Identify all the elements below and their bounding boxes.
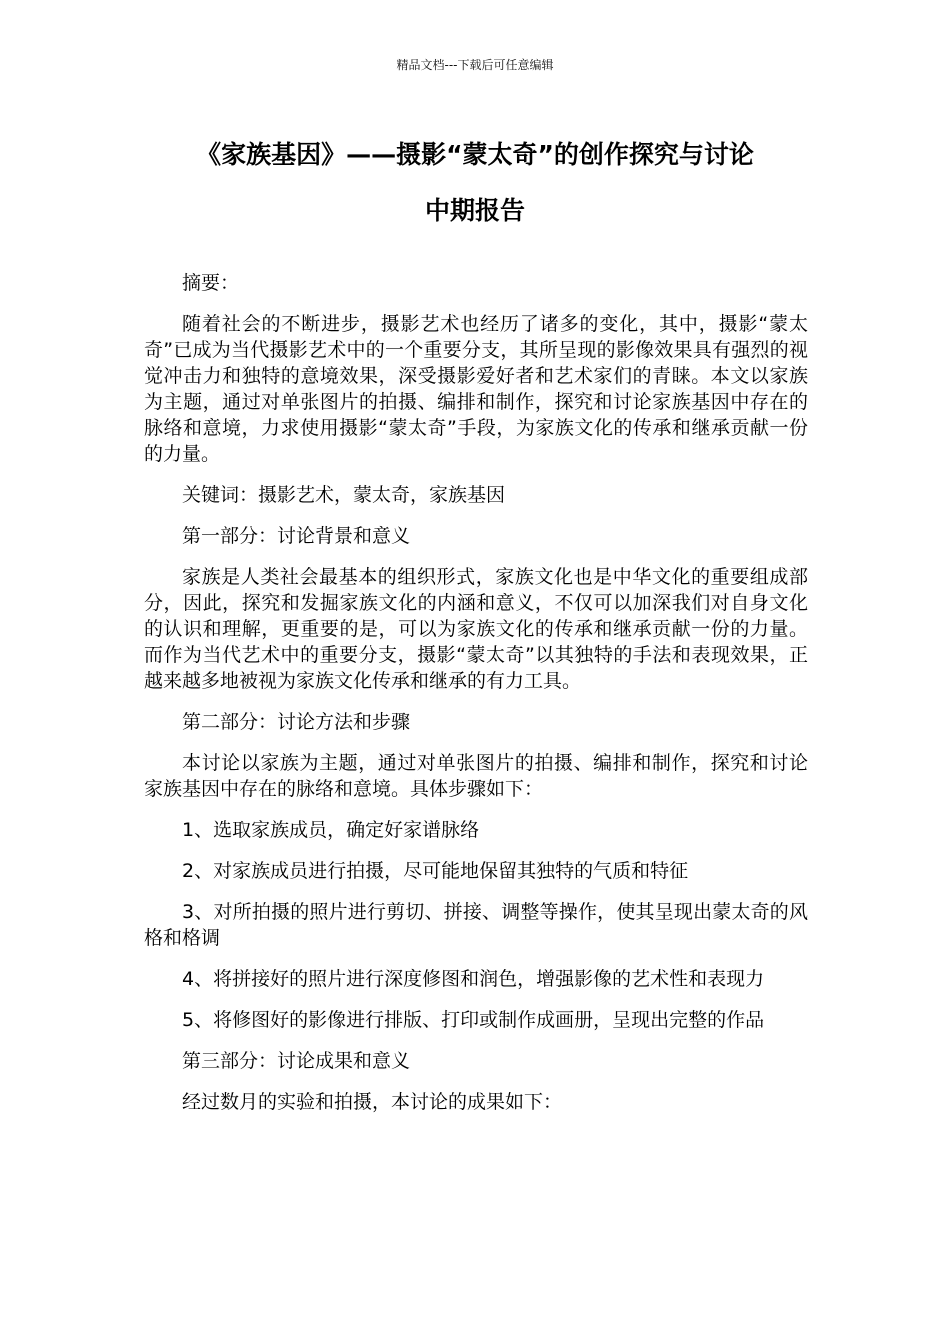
step-item-3: 3、对所拍摄的照片进行剪切、拼接、调整等操作，使其呈现出蒙太奇的风格和格调	[144, 901, 808, 949]
section-1-paragraph: 家族是人类社会最基本的组织形式，家族文化也是中华文化的重要组成部分，因此，探究和发掘家族文化的内涵和意义，不仅可以加深我们对自身文化的认识和理解，更重要的是，可以为家族文化的传承和继承贡献一份的力量。而作为当代艺术中的重要分支，摄影“蒙太奇”以其独特的手法和表现效果，正越来越多地被视为家族文化传承和继承的有力工具。	[144, 566, 808, 692]
section-heading-1: 第一部分：讨论背景和意义	[182, 525, 411, 547]
section-3-paragraph: 经过数月的实验和拍摄，本讨论的成果如下：	[182, 1091, 563, 1113]
keywords-line: 关键词：摄影艺术，蒙太奇，家族基因	[182, 484, 506, 506]
section-heading-2: 第二部分：讨论方法和步骤	[182, 711, 411, 733]
document-title-line-1: 《家族基因》——摄影“蒙太奇”的创作探究与讨论	[196, 140, 754, 169]
section-2-paragraph: 本讨论以家族为主题，通过对单张图片的拍摄、编排和制作，探究和讨论家族基因中存在的脉络和意境。具体步骤如下：	[144, 752, 808, 800]
header-note: 精品文档---下载后可任意编辑	[396, 58, 554, 72]
step-item-5: 5、将修图好的影像进行排版、打印或制作成画册，呈现出完整的作品	[182, 1009, 765, 1031]
abstract-paragraph: 随着社会的不断进步，摄影艺术也经历了诸多的变化，其中，摄影“蒙太奇”已成为当代摄影艺术中的一个重要分支，其所呈现的影像效果具有强烈的视觉冲击力和独特的意境效果，深受摄影爱好者和艺术家们的青睐。本文以家族为主题，通过对单张图片的拍摄、编排和制作，探究和讨论家族基因中存在的脉络和意境，力求使用摄影“蒙太奇”手段，为家族文化的传承和继承贡献一份的力量。	[144, 313, 808, 465]
document-body	[144, 270, 808, 1115]
section-heading-3: 第三部分：讨论成果和意义	[182, 1050, 411, 1072]
abstract-label: 摘要：	[182, 272, 240, 294]
step-item-4: 4、将拼接好的照片进行深度修图和润色，增强影像的艺术性和表现力	[182, 968, 765, 990]
document-title-line-2: 中期报告	[424, 196, 525, 225]
step-item-1: 1、选取家族成员，确定好家谱脉络	[182, 819, 480, 841]
step-item-2: 2、对家族成员进行拍摄，尽可能地保留其独特的气质和特征	[182, 860, 689, 882]
